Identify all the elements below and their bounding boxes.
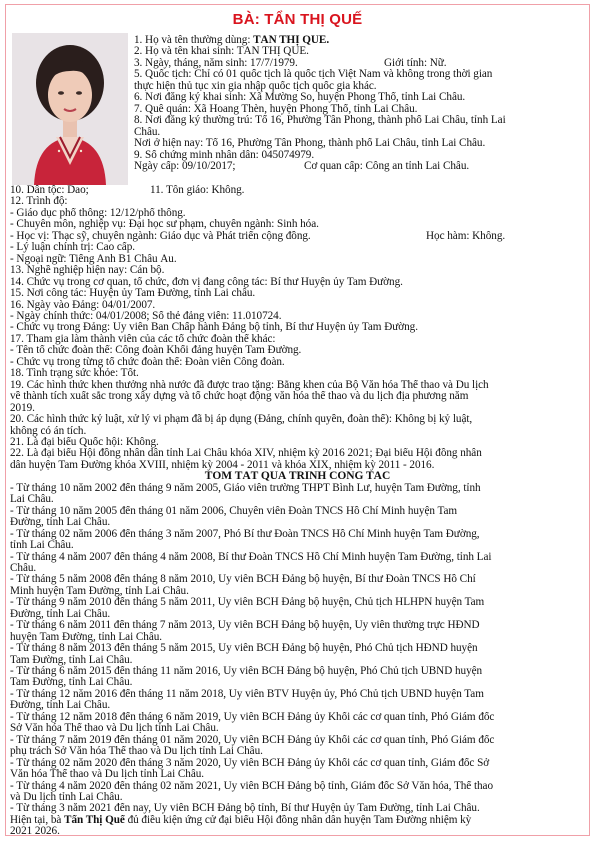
info-line: 6. Nơi đăng ký khai sinh: Xã Mường So, huyện Phong Thổ, tỉnh Lai Châu. bbox=[134, 92, 466, 104]
info-line: - Ngoại ngữ: Tiếng Anh B1 Châu Âu. bbox=[10, 253, 177, 265]
info-line bbox=[134, 35, 585, 46]
religion: 11. Tôn giáo: Không. bbox=[150, 185, 245, 196]
career-line: - Từ tháng 02 năm 2006 đến tháng 3 năm 2007, Phó Bí thư Đoàn TNCS Hồ Chí Minh huyện Tam Đường, bbox=[10, 528, 480, 540]
career-line: Sở Văn hóa Thể thao và Du lịch tỉnh Lai Châu. bbox=[10, 723, 219, 735]
career-line: và Du lịch tỉnh Lai Châu. bbox=[10, 792, 123, 804]
birth-date: 3. Ngày, tháng, năm sinh: 17/7/1979. bbox=[134, 57, 298, 69]
career-line: - Từ tháng 6 năm 2011 đến tháng 7 năm 2013, Ủy viên BCH Đảng bộ huyện, Ủy viên thường trực HĐND bbox=[10, 620, 480, 632]
career-line: Lai Châu. bbox=[10, 494, 54, 506]
career-line: Tam Đường, tỉnh Lai Châu. bbox=[10, 677, 133, 689]
info-line: 12. Trình độ: bbox=[10, 196, 68, 208]
career-line: Văn hóa Thể thao và Du lịch tỉnh Lai Châu. bbox=[10, 769, 205, 781]
info-line: - Tên tổ chức đoàn thể: Công đoàn Khối đảng huyện Tam Đường. bbox=[10, 345, 302, 357]
common-name: TẨN THỊ QUẾ. bbox=[253, 35, 330, 46]
info-line bbox=[10, 185, 585, 196]
career-line: - Từ tháng 6 năm 2015 đến tháng 11 năm 2016, Ủy viên BCH Đảng bộ huyện, Phó Chủ tịch UBND huyện bbox=[10, 666, 483, 678]
info-line: - Giáo dục phổ thông: 12/12/phổ thông. bbox=[10, 207, 186, 219]
career-line: phụ trách Sở Văn hóa Thể thao và Du lịch tỉnh Lai Châu. bbox=[10, 746, 263, 758]
career-line: - Từ tháng 02 năm 2020 đến tháng 3 năm 2020, Ủy viên BCH Đảng ủy Khối các cơ quan tỉnh, Giám đốc Sở bbox=[10, 757, 490, 769]
career-line: Đường, tỉnh Lai Châu. bbox=[10, 700, 111, 712]
career-line: - Từ tháng 10 năm 2002 đến tháng 9 năm 2005, Giáo viên trường THPT Bình Lư, huyện Tam Đường, tỉnh bbox=[10, 482, 481, 494]
closing-term: 2021 2026. bbox=[10, 826, 60, 838]
career-line: - Từ tháng 4 năm 2020 đến tháng 02 năm 2021, Ủy viên BCH Đảng bộ tỉnh, Giám đốc Sở Văn hóa, Thể thao bbox=[10, 780, 494, 792]
info-line: thực hiện thủ tục xin gia nhập quốc tịch quốc gia khác. bbox=[134, 80, 377, 92]
page-title: BÀ: TẨN THỊ QUẾ bbox=[232, 11, 363, 28]
career-line: - Từ tháng 8 năm 2013 đến tháng 5 năm 2015, Ủy viên BCH Đảng bộ huyện, Phó Chủ tịch HĐND huyện bbox=[10, 643, 478, 655]
info-line: 16. Ngày vào Đảng: 04/01/2007. bbox=[10, 299, 156, 311]
info-line: Châu. bbox=[134, 126, 161, 138]
info-line: 9. Số chứng minh nhân dân: 045074979. bbox=[134, 149, 315, 161]
info-line: 2019. bbox=[10, 402, 35, 414]
academic-title: Học hàm: Không. bbox=[426, 230, 506, 242]
info-line: - Lý luận chính trị: Cao cấp. bbox=[10, 242, 135, 254]
info-line: Nơi ở hiện nay: Tổ 16, Phường Tân Phong, thành phố Lai Châu, tỉnh Lai Châu. bbox=[134, 138, 486, 150]
info-line: 20. Các hình thức kỷ luật, xử lý vi phạm đã bị áp dụng (Đảng, chính quyền, đoàn thể): Không bị kỷ luật, bbox=[10, 414, 473, 426]
info-line: 5. Quốc tịch: Chỉ có 01 quốc tịch là quốc tịch Việt Nam và không trong thời gian bbox=[134, 69, 493, 81]
info-line: - Chuyên môn, nghiệp vụ: Đại học sư phạm, chuyên ngành: Sinh hóa. bbox=[10, 219, 319, 231]
details-block bbox=[10, 185, 585, 838]
career-line: - Từ tháng 4 năm 2007 đến tháng 4 năm 2008, Bí thư Đoàn TNCS Hồ Chí Minh huyện Tam Đường, tỉnh Lai bbox=[10, 551, 492, 563]
gender: Giới tính: Nữ. bbox=[384, 57, 447, 69]
career-line: Đường, tỉnh Lai Châu. bbox=[10, 517, 111, 529]
info-line: 2. Họ và tên khai sinh: TẨN THỊ QUẾ. bbox=[134, 46, 309, 58]
career-line: Châu. bbox=[10, 562, 37, 574]
info-line: 18. Tình trạng sức khỏe: Tốt. bbox=[10, 368, 139, 380]
career-line: - Từ tháng 9 năm 2010 đến tháng 5 năm 2011, Ủy viên BCH Đảng bộ huyện, Chủ tịch HLHPN huyện Tam bbox=[10, 597, 485, 609]
info-line: 7. Quê quán: Xã Hoang Thèn, huyện Phong Thổ, tỉnh Lai Châu. bbox=[134, 103, 418, 115]
academic-degree: - Học vị: Thạc sỹ, chuyên ngành: Giáo dục và Phát triển cộng đồng. bbox=[10, 230, 311, 242]
info-line: 13. Nghề nghiệp hiện nay: Cán bộ. bbox=[10, 265, 165, 277]
info-line: 8. Nơi đăng ký thường trú: Tổ 16, Phường Tân Phong, thành phố Lai Châu, tỉnh Lai bbox=[134, 115, 506, 127]
info-line bbox=[134, 58, 585, 69]
info-label: 1. Họ và tên thường dùng: bbox=[134, 35, 254, 46]
info-line: - Ngày chính thức: 04/01/2008; Số thẻ đảng viên: 11.010724. bbox=[10, 310, 282, 322]
info-line: 14. Chức vụ trong cơ quan, tổ chức, đơn vị đang công tác: Bí thư Huyện ủy Tam Đường. bbox=[10, 276, 403, 288]
career-line: Đường, tỉnh Lai Châu. bbox=[10, 608, 111, 620]
info-line: - Chức vụ trong Đảng: Ủy viên Ban Chấp hành Đảng bộ tỉnh, Bí thư Huyện ủy Tam Đường. bbox=[10, 322, 418, 334]
info-line: 19. Các hình thức khen thưởng nhà nước đã được trao tặng: Bằng khen của Bộ Văn hóa Thể thao và Du lịch bbox=[10, 379, 489, 391]
info-line: 15. Nơi công tác: Huyện ủy Tam Đường, tỉnh Lai châu. bbox=[10, 288, 256, 300]
info-line: dân huyện Tam Đường khóa XVIII, nhiệm kỳ 2004 - 2011 và khóa XIX, nhiệm kỳ 2011 - 2016. bbox=[10, 459, 435, 471]
info-line: 17. Tham gia làm thành viên của các tổ chức đoàn thể khác: bbox=[10, 333, 276, 345]
closing-prefix: Hiện tại, bà bbox=[10, 814, 65, 826]
ethnicity: 10. Dân tộc: Dao; bbox=[10, 185, 89, 196]
career-line: - Từ tháng 5 năm 2008 đến tháng 8 năm 2010, Ủy viên BCH Đảng bộ huyện, Bí thư Đoàn TNCS Hồ Chí bbox=[10, 574, 476, 586]
career-summary-title: TÓM TẮT QUÁ TRÌNH CÔNG TÁC bbox=[204, 471, 391, 483]
info-line: 22. Là đại biểu Hội đồng nhân dân tỉnh Lai Châu khóa XIV, nhiệm kỳ 2016 2021; Đại biểu Hội đồng nhân bbox=[10, 448, 482, 460]
career-line: Minh huyện Tam Đường, tỉnh Lai Châu. bbox=[10, 585, 189, 597]
closing-suffix: đủ điều kiện ứng cử đại biểu Hội đồng nhân dân huyện Tam Đường nhiệm kỳ bbox=[124, 814, 472, 826]
career-line: - Từ tháng 3 năm 2021 đến nay, Ủy viên BCH Đảng bộ tỉnh, Bí thư Huyện ủy Tam Đường, tỉnh Lai Châu. bbox=[10, 803, 480, 815]
career-line: huyện Tam Đường, tỉnh Lai Châu. bbox=[10, 631, 163, 643]
candidate-profile-page bbox=[5, 4, 590, 836]
personal-info-block bbox=[134, 35, 585, 172]
info-line: không có án tích. bbox=[10, 425, 87, 437]
career-line: tỉnh Lai Châu. bbox=[10, 540, 74, 552]
career-line: - Từ tháng 12 năm 2016 đến tháng 11 năm 2018, Ủy viên BTV Huyện ủy, Phó Chủ tịch UBND huyện Tam bbox=[10, 688, 484, 700]
career-line: - Từ tháng 10 năm 2005 đến tháng 01 năm 2006, Chuyên viên Đoàn TNCS Hồ Chí Minh huyện Tam bbox=[10, 505, 458, 517]
info-line: - Chức vụ trong từng tổ chức đoàn thể: Đoàn viên Công đoàn. bbox=[10, 356, 285, 368]
career-line: - Từ tháng 12 năm 2018 đến tháng 6 năm 2019, Ủy viên BCH Đảng ủy Khối các cơ quan tỉnh, Phó Giám đốc bbox=[10, 711, 495, 723]
closing-statement bbox=[10, 815, 585, 826]
info-line: 21. Là đại biểu Quốc hội: Không. bbox=[10, 436, 159, 448]
info-line: về thành tích xuất sắc trong xây dựng và tổ chức hoạt động văn hóa thể thao và du lịch địa phương năm bbox=[10, 391, 469, 403]
portrait-photo-icon bbox=[12, 33, 128, 185]
candidate-name: Tẩn Thị Quế bbox=[64, 814, 125, 826]
issuing-authority: Cơ quan cấp: Công an tỉnh Lai Châu. bbox=[304, 160, 470, 172]
info-line bbox=[134, 161, 585, 172]
info-line bbox=[10, 231, 585, 242]
career-line: Tam Đường, tỉnh Lai Châu. bbox=[10, 654, 133, 666]
issue-date: Ngày cấp: 09/10/2017; bbox=[134, 160, 236, 172]
career-line: - Từ tháng 7 năm 2019 đến tháng 01 năm 2020, Ủy viên BCH Đảng ủy Khối các cơ quan tỉnh, Phó Giám đốc bbox=[10, 734, 495, 746]
portrait-photo-graphic bbox=[12, 33, 128, 185]
